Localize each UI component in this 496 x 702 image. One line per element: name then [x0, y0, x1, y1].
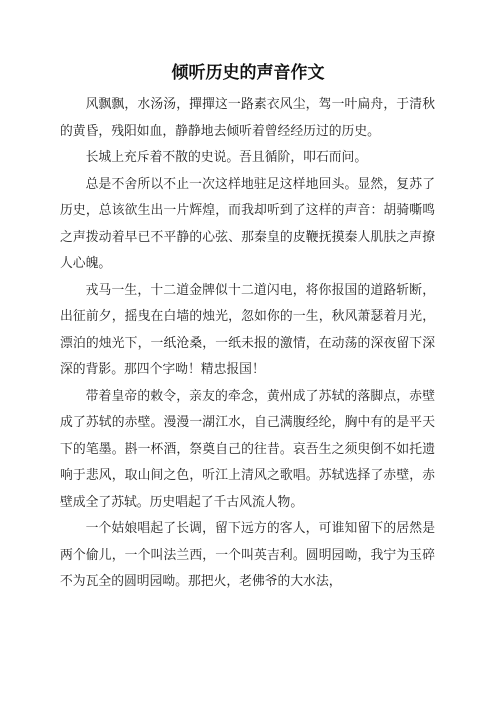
paragraph: 长城上充斥着不散的史说。吾且循阶，叩石而问。	[85, 150, 368, 165]
paragraph: 一个姑娘唱起了长调，留下远方的客人，可谁知留下的居然是两个偷儿，一个叫法兰西，一个叫英吉利。圆明园呦，我宁为玉碎不为瓦全的圆明园呦。那把火，老佛爷的大水法，	[60, 521, 435, 589]
article-body	[60, 92, 435, 596]
paragraph: 风飘飘，水汤汤，撣撣这一路素衣风尘，驾一叶扁舟，于清秋的黄昏，残阳如血，静静地去倾听着曾经经历过的历史。	[60, 97, 435, 139]
paragraph: 戎马一生，十二道金牌似十二道闪电，将你报国的道路斩断，出征前夕，摇曳在白墙的烛光，忽如你的一生，秋风萧瑟着月光，漂泊的烛光下，一纸沧桑，一纸未报的激情，在动荡的深夜留下深深的背影。那四个字呦！精忠报国！	[60, 282, 435, 377]
page-title: 倾听历史的声音作文	[171, 63, 325, 83]
paragraph: 总是不舍所以不止一次这样地驻足这样地回头。显然，复苏了历史，总该欲生出一片辉煌，而我却听到了这样的声音：胡骑嘶鸣之声拨动着早已不平静的心弦、那秦皇的皮鞭抚摸秦人肌肤之声撩人心魄。	[60, 176, 435, 271]
paragraph: 带着皇帝的敕令，亲友的牵念，黄州成了苏轼的落脚点，赤壁成了苏轼的赤壁。漫漫一湖江水，自己满腹经纶，胸中有的是平天下的笔墨。斟一杯酒，祭奠自己的往昔。哀吾生之须臾倒不如托遗响于悲风，取山间之色，听江上清风之歌唱。苏轼选择了赤壁，赤壁成全了苏轼。历史唱起了千古风流人物。	[60, 388, 435, 510]
